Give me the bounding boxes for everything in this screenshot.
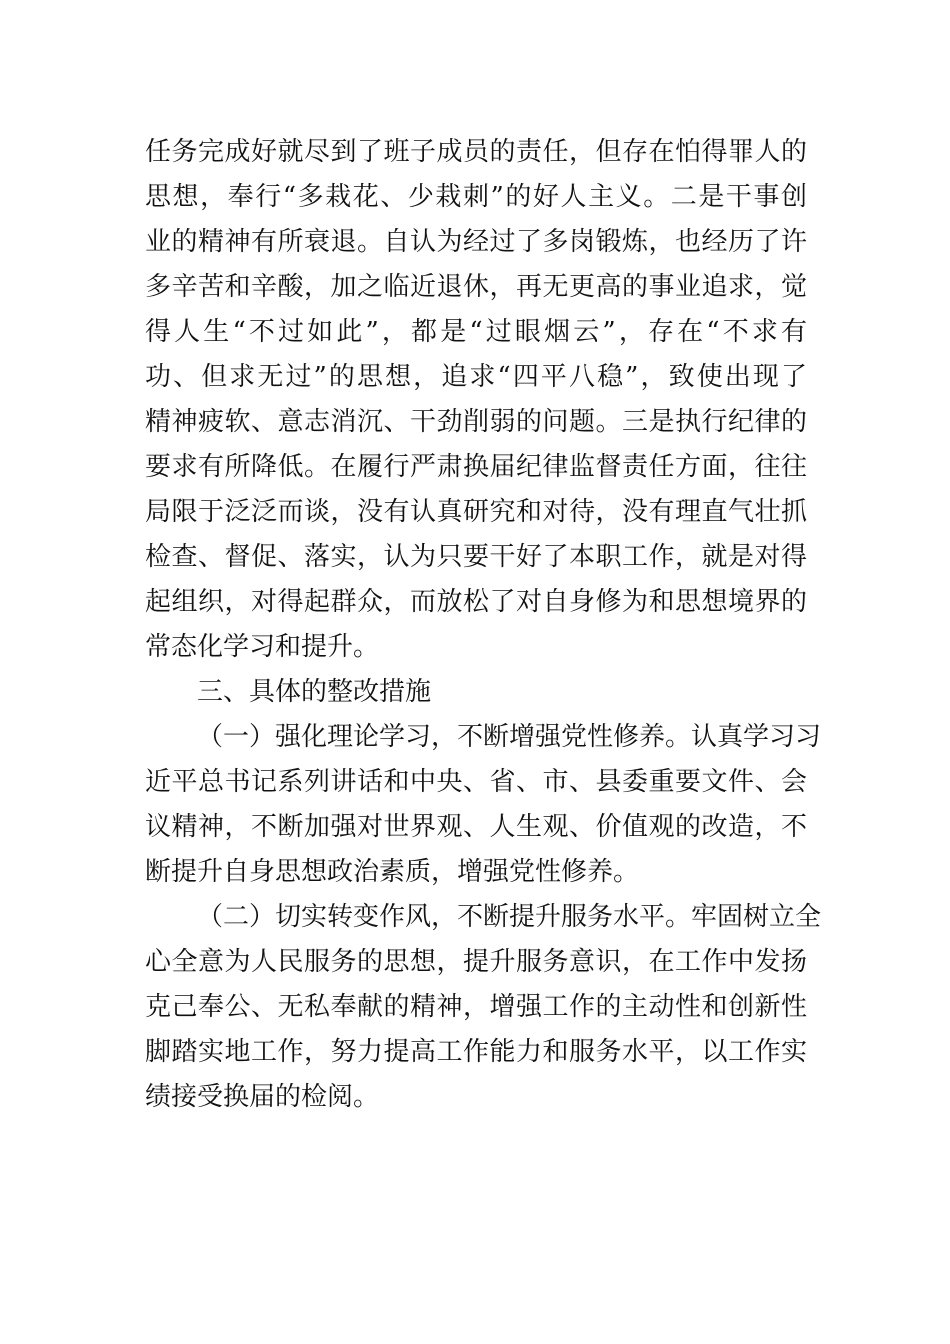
text-line: 心全意为人民服务的思想，提升服务意识，在工作中发扬 (145, 947, 807, 977)
text-line: 起组织，对得起群众，而放松了对自身修为和思想境界的 (145, 587, 807, 617)
text-line: 任务完成好就尽到了班子成员的责任，但存在怕得罪人的 (145, 137, 807, 167)
text-line: 得人生“不过如此”，都是“过眼烟云”，存在“不求有 (145, 317, 807, 347)
text-line: 精神疲软、意志消沉、干劲削弱的问题。三是执行纪律的 (145, 407, 807, 437)
text-line: 议精神，不断加强对世界观、人生观、价值观的改造，不 (145, 812, 807, 842)
text-line: 要求有所降低。在履行严肃换届纪律监督责任方面，往往 (145, 452, 807, 482)
paragraph-last-line: 断提升自身思想政治素质，增强党性修养。 (145, 857, 640, 887)
paragraph-last-line: 常态化学习和提升。 (145, 632, 380, 662)
subsection-first-line: （一）强化理论学习，不断增强党性修养。认真学习习 (197, 722, 822, 752)
text-line: 局限于泛泛而谈，没有认真研究和对待，没有理直气壮抓 (145, 497, 807, 527)
subsection-first-line: （二）切实转变作风，不断提升服务水平。牢固树立全 (197, 902, 822, 932)
text-line: 多辛苦和辛酸，加之临近退休，再无更高的事业追求，觉 (145, 272, 807, 302)
text-line: 检查、督促、落实，认为只要干好了本职工作，就是对得 (145, 542, 807, 572)
text-line: 近平总书记系列讲话和中央、省、市、县委重要文件、会 (145, 767, 807, 797)
text-line: 脚踏实地工作，努力提高工作能力和服务水平，以工作实 (145, 1037, 807, 1067)
section-heading: 三、具体的整改措施 (197, 677, 432, 707)
text-line: 业的精神有所衰退。自认为经过了多岗锻炼，也经历了许 (145, 227, 807, 257)
text-line: 克己奉公、无私奉献的精神，增强工作的主动性和创新性 (145, 992, 807, 1022)
text-line: 思想，奉行“多栽花、少栽刺”的好人主义。二是干事创 (145, 182, 807, 212)
text-line: 功、但求无过”的思想，追求“四平八稳”，致使出现了 (145, 362, 807, 392)
paragraph-last-line: 绩接受换届的检阅。 (145, 1082, 380, 1112)
